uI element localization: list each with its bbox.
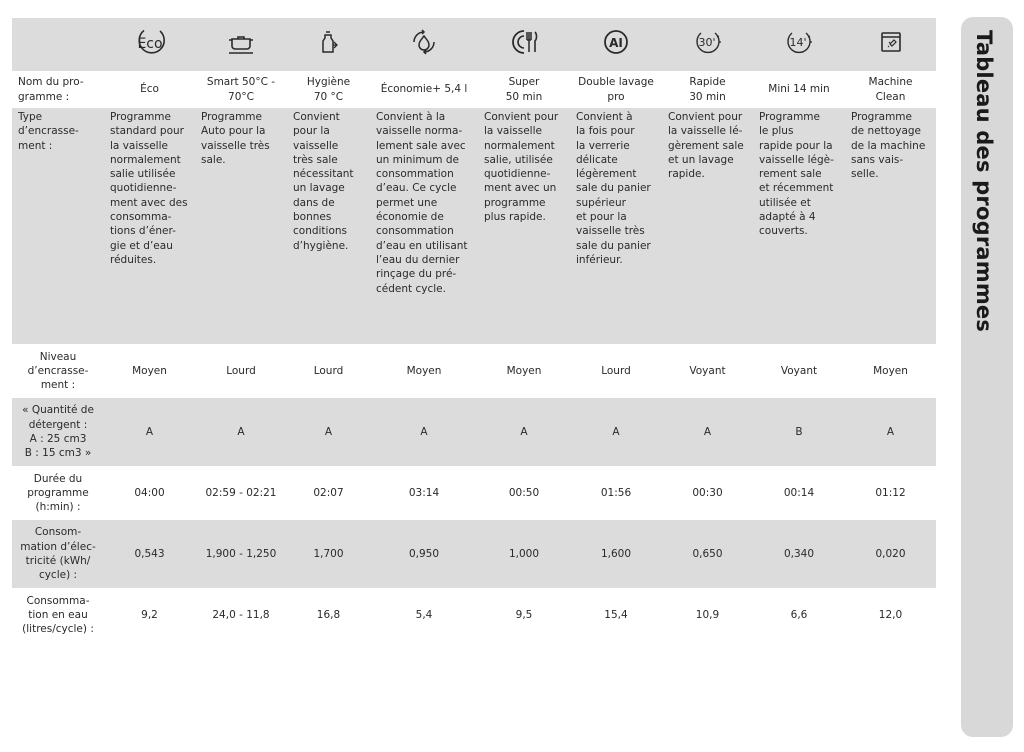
row-name	[12, 71, 936, 108]
cell-name: Hygiène 70 °C	[306, 76, 351, 103]
row-duree	[12, 466, 936, 520]
row-niveau	[12, 344, 936, 398]
icon-row-label	[12, 18, 104, 71]
row-detergent	[12, 398, 936, 466]
cell-niveau: Voyant	[780, 364, 818, 377]
cell-type: Convient pour la vaisselle normalement salie, utilisée quotidienne- ment avec un programme plus rapide.	[478, 108, 570, 344]
icon-cell	[570, 18, 662, 71]
cell-type: Convient pour la vaisselle lé- gèrement sale et un lavage rapide.	[662, 108, 753, 344]
water-saving-icon	[409, 27, 439, 57]
machine-clean-icon	[876, 27, 906, 57]
cell-duree: 00:14	[783, 486, 815, 499]
row-label: Durée du programme (h:min) :	[27, 472, 89, 514]
cell-name: Économie+ 5,4 l	[380, 83, 468, 96]
icon-row	[12, 18, 936, 71]
cell-type: Programme de nettoyage de la machine sans vais- selle.	[845, 108, 936, 344]
cell-eau: 9,2	[141, 608, 158, 621]
cell-eau: 10,9	[695, 608, 720, 621]
cell-detergent: A	[370, 398, 478, 466]
icon-cell	[662, 18, 753, 71]
row-label: Consomma- tion en eau (litres/cycle) :	[22, 594, 94, 636]
cell-type: Convient à la vaisselle norma- lement sale avec un minimum de consommation d’eau. Ce cycle permet une économie de consommation d’eau en utilisant l’eau du dernier rinçage du pré- cédent cycle.	[370, 108, 478, 344]
eco-icon	[130, 27, 170, 57]
cell-detergent: A	[478, 398, 570, 466]
cell-detergent: A	[195, 398, 287, 466]
cell-eau: 24,0 - 11,8	[212, 608, 270, 621]
cell-duree: 01:12	[875, 486, 906, 499]
cell-niveau: Moyen	[873, 364, 908, 377]
ai-icon-text: AI	[609, 36, 623, 51]
row-label: Nom du pro- gramme :	[18, 76, 84, 103]
row-type	[12, 108, 936, 344]
cell-detergent: A	[845, 398, 936, 466]
cell-name: Machine Clean	[868, 76, 913, 103]
icon-cell	[195, 18, 287, 71]
cell-name: Mini 14 min	[768, 83, 830, 96]
cell-type: Programme standard pour la vaisselle normalement salie utilisée quotidienne- ment avec des consomma- tions d’éner- gie et d’eau réduites.	[104, 108, 195, 344]
cell-detergent: B	[753, 398, 845, 466]
rapid-30-icon-text: 30'	[697, 36, 716, 50]
cell-duree: 00:50	[508, 486, 540, 499]
cell-niveau: Moyen	[406, 364, 442, 377]
icon-cell	[104, 18, 195, 71]
cell-detergent: A	[104, 398, 195, 466]
cell-eau: 6,6	[790, 608, 808, 621]
cell-name: Double lavage pro	[578, 76, 654, 103]
row-electricite	[12, 520, 936, 588]
cell-eau: 5,4	[415, 608, 433, 621]
cell-electricite: 1,000	[478, 520, 570, 588]
cell-eau: 12,0	[878, 608, 903, 621]
cell-duree: 04:00	[134, 486, 165, 499]
cell-name: Super 50 min	[505, 76, 543, 103]
hygiene-icon	[314, 27, 344, 57]
side-tab-title: Tableau des programmes	[972, 30, 996, 333]
cell-name: Rapide 30 min	[689, 76, 726, 103]
icon-cell	[478, 18, 570, 71]
row-label: Niveau d’encrasse- ment :	[27, 350, 89, 392]
cell-niveau: Lourd	[313, 364, 344, 377]
smart-pot-icon	[226, 27, 256, 57]
cell-detergent: A	[662, 398, 753, 466]
cell-electricite: 0,543	[104, 520, 195, 588]
mini-14-icon-text: 14'	[789, 36, 807, 50]
cell-type: Convient pour la vaisselle très sale nécessitant un lavage dans de bonnes conditions d’hygiène.	[287, 108, 370, 344]
cell-electricite: 0,650	[662, 520, 753, 588]
row-eau	[12, 588, 936, 642]
row-label: Consom- mation d’élec- tricité (kWh/ cycle) :	[12, 520, 104, 588]
cell-electricite: 0,020	[845, 520, 936, 588]
super-50-icon	[508, 27, 540, 57]
cell-electricite: 0,950	[370, 520, 478, 588]
cell-duree: 02:59 - 02:21	[205, 486, 277, 499]
mini-14-icon	[784, 27, 814, 57]
cell-duree: 02:07	[313, 486, 344, 499]
cell-electricite: 1,600	[570, 520, 662, 588]
cell-detergent: A	[287, 398, 370, 466]
cell-eau: 15,4	[604, 608, 628, 621]
cell-type: Programme le plus rapide pour la vaisselle légè- rement sale et récemment utilisée et adapté à 4 couverts.	[753, 108, 845, 344]
cell-name: Smart 50°C - 70°C	[206, 76, 276, 103]
cell-detergent: A	[570, 398, 662, 466]
icon-cell	[370, 18, 478, 71]
cell-type: Programme Auto pour la vaisselle très sale.	[195, 108, 287, 344]
cell-eau: 9,5	[515, 608, 533, 621]
programs-table	[12, 18, 936, 642]
row-label: Type d’encrasse- ment :	[12, 108, 104, 344]
icon-cell	[753, 18, 845, 71]
cell-duree: 01:56	[600, 486, 632, 499]
cell-niveau: Lourd	[601, 364, 631, 377]
cell-eau: 16,8	[316, 608, 341, 621]
cell-electricite: 0,340	[753, 520, 845, 588]
cell-niveau: Voyant	[689, 364, 726, 377]
cell-niveau: Moyen	[506, 364, 542, 377]
cell-niveau: Moyen	[132, 364, 167, 377]
icon-cell	[845, 18, 936, 71]
ai-icon	[601, 27, 631, 57]
cell-niveau: Lourd	[226, 364, 256, 377]
cell-duree: 00:30	[692, 486, 723, 499]
cell-type: Convient à la fois pour la verrerie délicate légèrement sale du panier supérieur et pour la vaisselle très sale du panier inférieur.	[570, 108, 662, 344]
eco-icon-text: Eco	[136, 36, 163, 53]
rapid-30-icon	[693, 27, 723, 57]
cell-electricite: 1,700	[287, 520, 370, 588]
cell-name: Éco	[140, 83, 159, 96]
cell-electricite: 1,900 - 1,250	[195, 520, 287, 588]
icon-cell	[287, 18, 370, 71]
cell-duree: 03:14	[408, 486, 440, 499]
row-label: « Quantité de détergent : A : 25 cm3 B : 15 cm3 »	[12, 398, 104, 466]
